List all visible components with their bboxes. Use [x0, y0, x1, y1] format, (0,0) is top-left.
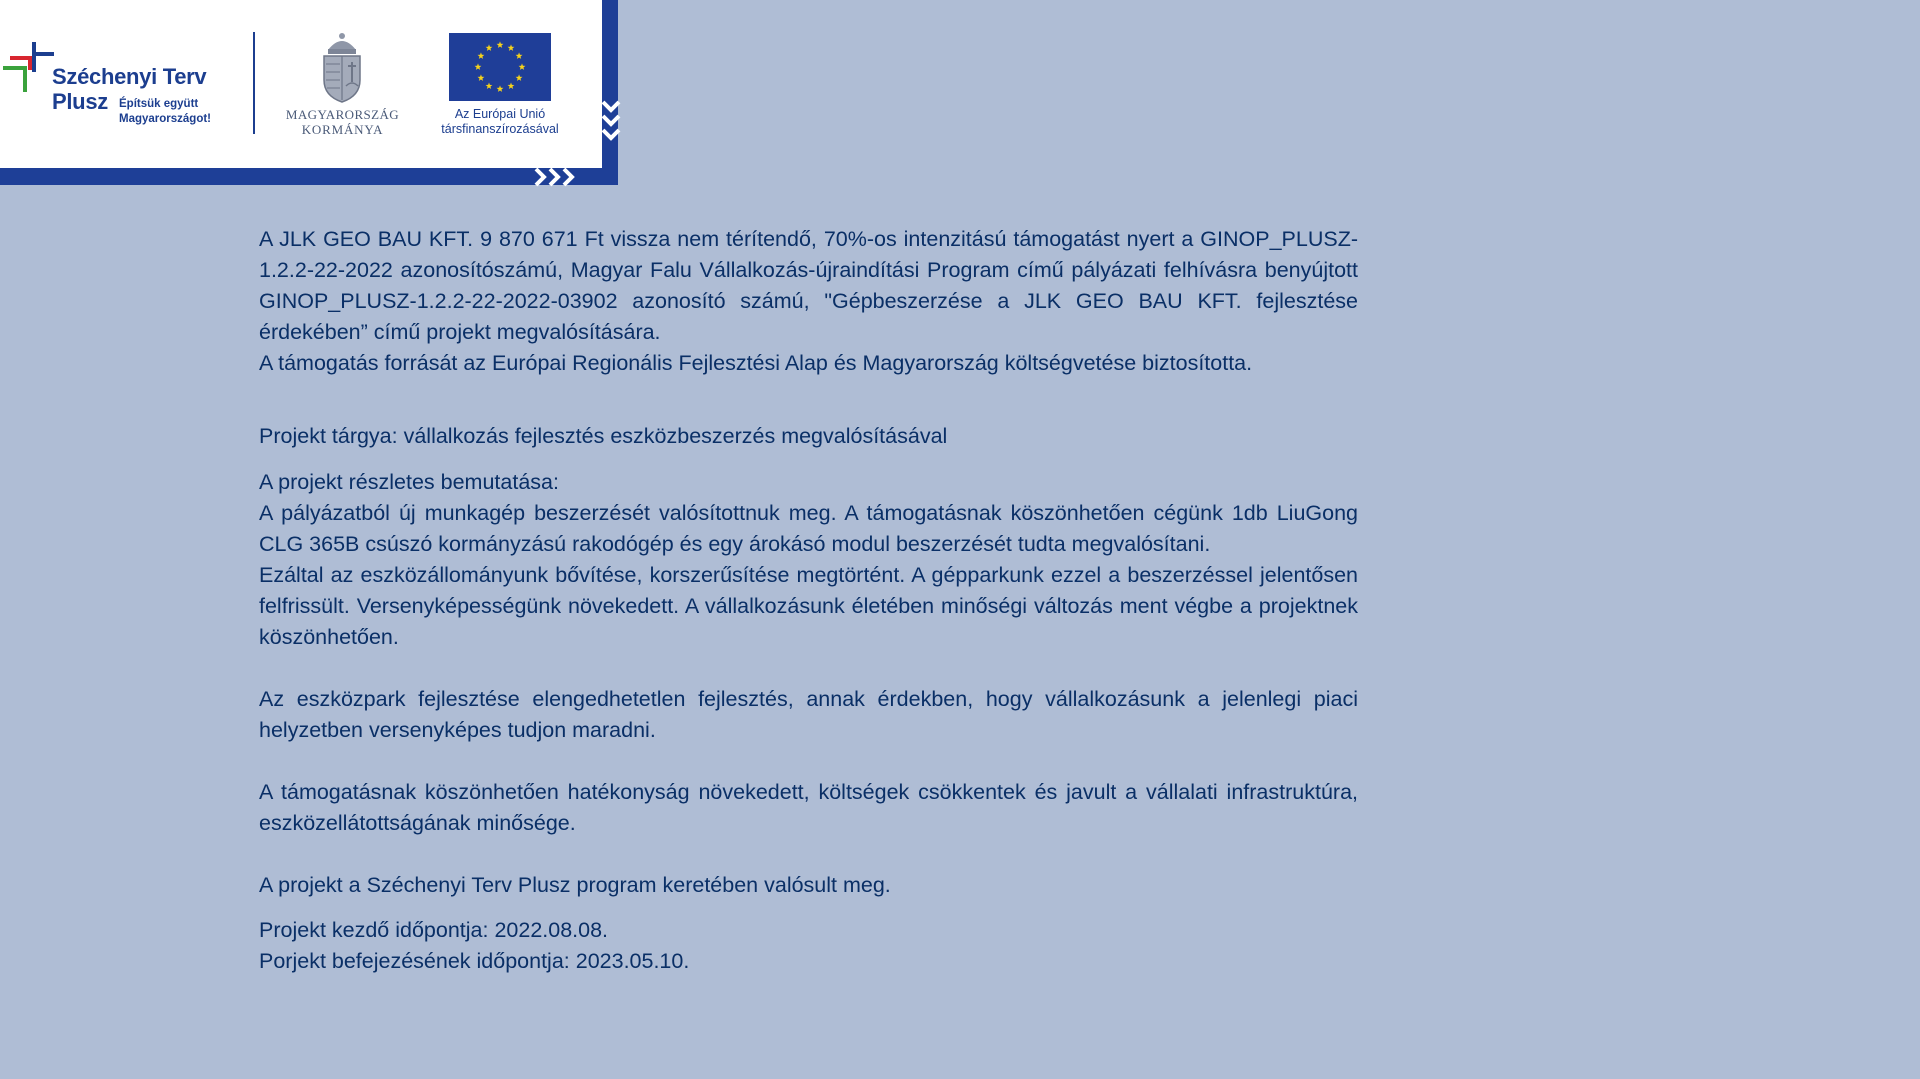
eu-label-line1: Az Európai Unió: [454, 107, 546, 121]
szechenyi-title-line1: Széchenyi Terv: [52, 64, 207, 89]
project-description: [259, 224, 1358, 977]
chevron-down-icon: [600, 98, 622, 154]
details-paragraph-2: Ezáltal az eszközállományunk bővítése, korszerűsítése megtörtént. A gépparkunk ezzel a beszerzéssel jelentősen felfrissült. Versenyképességünk növekedett. A vállalkozásunk életében minőségi változás ment végbe a projektnek köszönhetően.: [259, 563, 1358, 649]
header-banner: [0, 0, 618, 185]
project-end-date: Porjekt befejezésének időpontja: 2023.05.10.: [259, 949, 690, 973]
banner-frame-right: [602, 0, 618, 185]
details-heading: A projekt részletes bemutatása:: [259, 470, 559, 494]
paragraph-equipment: Az eszközpark fejlesztése elengedhetetlen fejlesztés, annak érdekben, hogy vállalkozásunk a jelenlegi piaci helyzetben versenyképes tudjon maradni.: [259, 687, 1358, 742]
intro-paragraph: A JLK GEO BAU KFT. 9 870 671 Ft vissza nem térítendő, 70%-os intenzitású támogatást nyert a GINOP_PLUSZ-1.2.2-22-2022 azonosítószámú, Magyar Falu Vállalkozás-újraindítási Program című pályázati felhívásra benyújtott GINOP_PLUSZ-1.2.2-22-2022-03902 azonosító számú, "Gépbeszerzése a JLK GEO BAU KFT. fejlesztése érdekében” című projekt megvalósítására.: [259, 227, 1358, 344]
hungarian-coat-of-arms-icon: [318, 30, 366, 104]
project-start-date: Projekt kezdő időpontja: 2022.08.08.: [259, 918, 609, 942]
szechenyi-slogan: Építsük együtt Magyarországot!: [119, 98, 212, 125]
funding-paragraph: A támogatás forrását az Európai Regionális Fejlesztési Alap és Magyarország költségvetése biztosította.: [259, 351, 1253, 375]
banner-divider: [253, 32, 255, 134]
chevron-right-icon: [530, 166, 590, 188]
government-label-line1: MAGYARORSZÁG: [285, 107, 400, 122]
government-label-line2: KORMÁNYA: [301, 122, 384, 137]
project-subject: Projekt tárgya: vállalkozás fejlesztés eszközbeszerzés megvalósításával: [259, 424, 948, 448]
paragraph-efficiency: A támogatásnak köszönhetően hatékonyság növekedett, költségek csökkentek és javult a vállalati infrastruktúra, eszközellátottságának minősége.: [259, 780, 1358, 835]
details-paragraph-1: A pályázatból új munkagép beszerzését valósítottnuk meg. A támogatásnak köszönhetően cégünk 1db LiuGong CLG 365B csúszó kormányzású rakodógép és egy árokásó modul beszerzését tudta megvalósítani.: [259, 501, 1358, 556]
paragraph-program: A projekt a Széchenyi Terv Plusz program keretében valósult meg.: [259, 873, 891, 897]
szechenyi-title-line2: Plusz: [52, 89, 108, 114]
banner-frame-bottom: [0, 168, 618, 185]
eu-flag-icon: [449, 33, 551, 101]
eu-label-line2: társfinanszírozásával: [441, 122, 559, 136]
